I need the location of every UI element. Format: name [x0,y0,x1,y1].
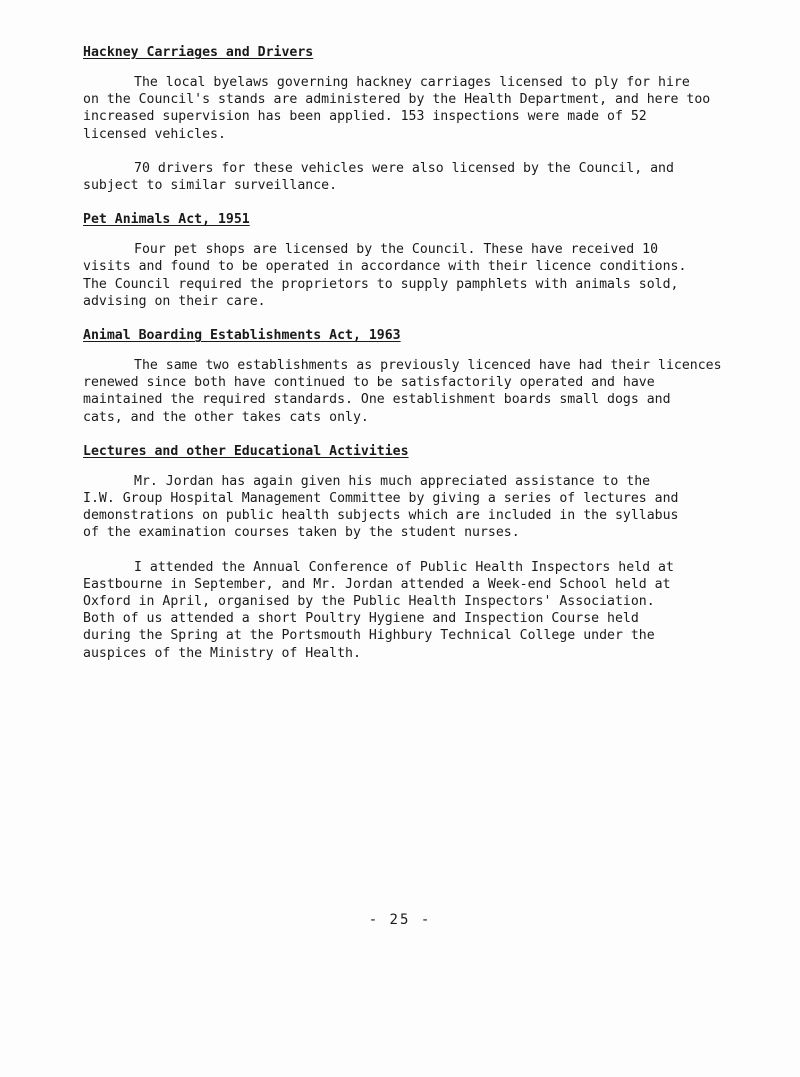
text-line: The Council required the proprietors to supply pamphlets with animals sold, [83,276,679,292]
text-line: cats, and the other takes cats only. [83,409,369,425]
text-line: Mr. Jordan has again given his much appreciated assistance to the [134,473,651,489]
section-heading-lectures: Lectures and other Educational Activities [83,443,409,459]
text-line: Eastbourne in September, and Mr. Jordan attended a Week-end School held at [83,576,671,592]
page-number: - 25 - [368,912,432,928]
text-line: of the examination courses taken by the student nurses. [83,525,520,541]
paragraph-hackney-1 [83,74,713,143]
paragraph-lectures-2 [83,559,713,662]
text-line: Four pet shops are licensed by the Council. These have received 10 [134,242,659,258]
text-line: 70 drivers for these vehicles were also licensed by the Council, and [134,160,674,176]
paragraph-animal-boarding-1 [83,357,722,426]
section-heading-hackney: Hackney Carriages and Drivers [83,45,314,60]
paragraph-lectures-1 [83,473,713,542]
text-line: The local byelaws governing hackney carriages licensed to ply for hire [134,75,690,90]
paragraph-pet-animals-1 [83,241,713,310]
text-line: renewed since both have continued to be satisfactorily operated and have [83,375,655,391]
text-line: I attended the Annual Conference of Public Health Inspectors held at [134,559,674,575]
text-line: demonstrations on public health subjects which are included in the syllabus [83,508,679,524]
text-line: Both of us attended a short Poultry Hygiene and Inspection Course held [83,611,639,627]
document-body [83,44,722,662]
text-line: auspices of the Ministry of Health. [83,645,361,661]
text-line: during the Spring at the Portsmouth Highbury Technical College under the [83,628,655,644]
text-line: The same two establishments as previously licenced have had their licences [134,358,722,374]
text-line: on the Council's stands are administered by the Health Department, and here too [83,92,711,108]
section-heading-animal-boarding: Animal Boarding Establishments Act, 1963 [83,328,401,344]
text-line: increased supervision has been applied. 153 inspections were made of 52 [83,109,647,125]
text-line: visits and found to be operated in accordance with their licence conditions. [83,259,687,275]
paragraph-hackney-2 [83,160,713,194]
text-line: maintained the required standards. One establishment boards small dogs and [83,392,671,408]
text-line: Oxford in April, organised by the Public Health Inspectors' Association. [83,594,655,610]
text-line: I.W. Group Hospital Management Committee by giving a series of lectures and [83,491,679,507]
text-line: licensed vehicles. [83,126,226,142]
section-heading-pet-animals: Pet Animals Act, 1951 [83,212,250,228]
text-line: subject to similar surveillance. [83,178,338,194]
text-line: advising on their care. [83,293,266,309]
